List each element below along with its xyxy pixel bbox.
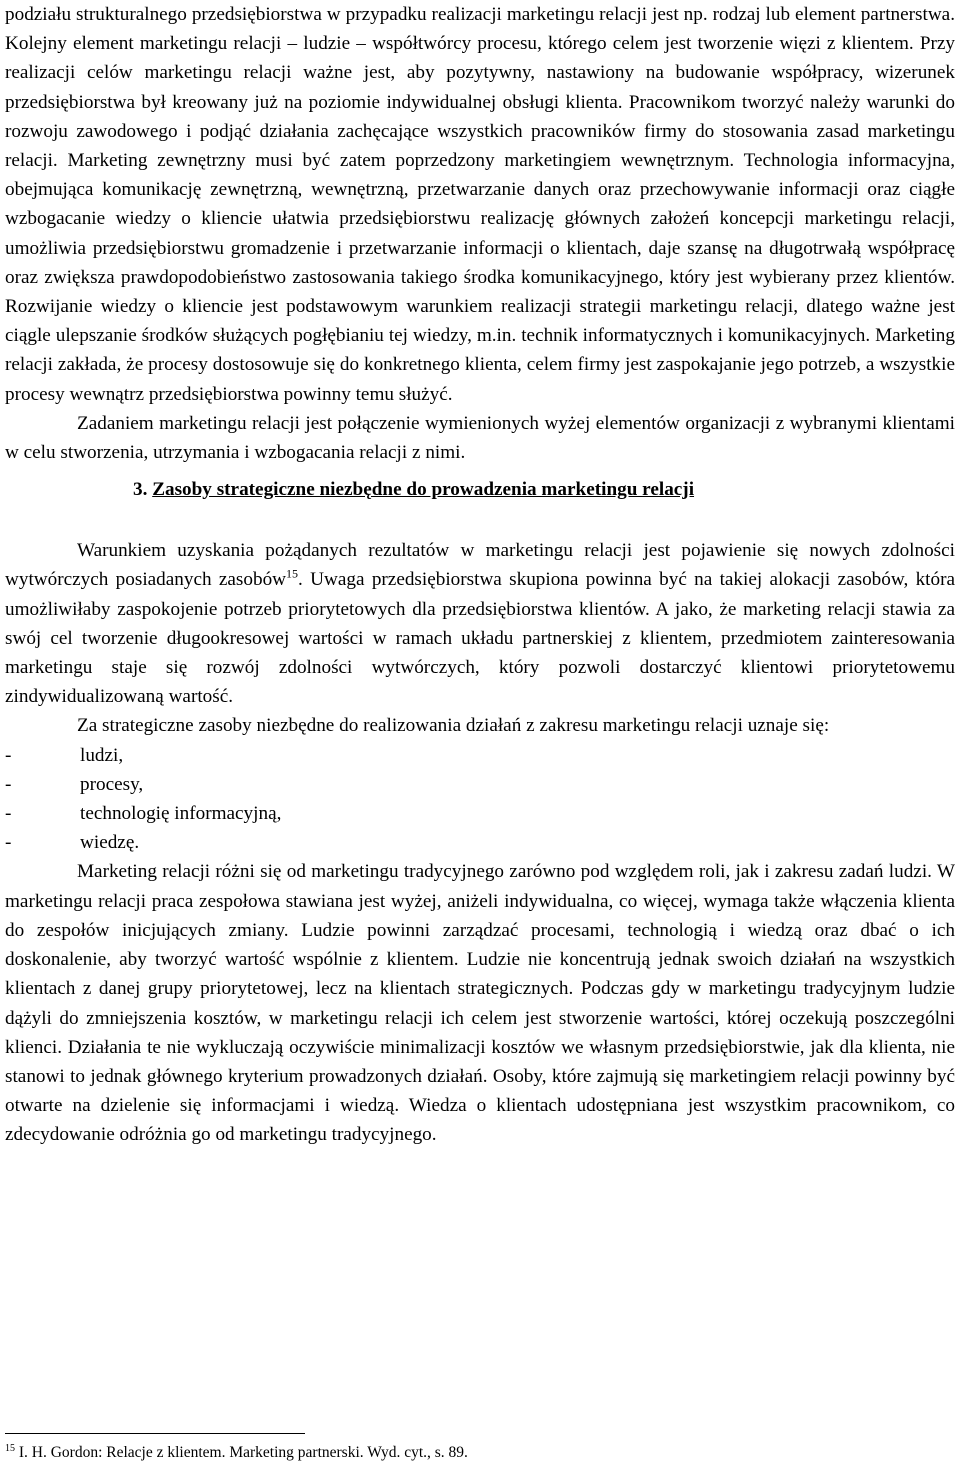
- resources-paragraph: [5, 536, 955, 711]
- intro-paragraph: podziału strukturalnego przedsiębiorstwa w przypadku realizacji marketingu relacji jest np. rodzaj lub element partnerstwa. Kolejny element marketingu relacji – ludzie – współtwórcy procesu, którego celem jest tworzenie więzi z klientem. Przy realizacji celów marketingu relacji ważne jest, aby pozytywny, nastawiony na budowanie współpracy, wizerunek przedsiębiorstwa był kreowany już na poziomie indywidualnej obsługi klienta. Pracownikom tworzyć należy warunki do rozwoju zawodowego i podjąć działania zachęcające wszystkich pracowników firmy do stosowania zasad marketingu relacji. Marketing zewnętrzny musi być zatem poprzedzony marketingiem wewnętrznym. Technologia informacyjna, obejmująca komunikację zewnętrzną, wewnętrzną, przetwarzanie danych oraz przechowywanie informacji oraz ciągłe wzbogacanie wiedzy o kliencie ułatwia przedsiębiorstwu realizację głównych założeń koncepcji marketingu relacji, umożliwia przedsiębiorstwu gromadzenie i przetwarzanie informacji o klientach, daje szansę na długotrwałą współpracę oraz zwiększa prawdopodobieństwo zastosowania takiego środka komunikacyjnego, który jest wybierany przez klientów. Rozwijanie wiedzy o kliencie jest podstawowym warunkiem realizacji strategii marketingu relacji, dlatego ważne jest ciągle ulepszanie środków służących pogłębianiu tej wiedzy, m.in. technik informatycznych i komunikacyjnych. Marketing relacji zakłada, że procesy dostosowuje się do konkretnego klienta, celem firmy jest zaspokajanie jego potrzeb, a wszystkie procesy wewnątrz przedsiębiorstwa powinny temu służyć.: [5, 4, 955, 405]
- resources-text-before: Warunkiem uzyskania pożądanych rezultatów w marketingu relacji jest pojawienie się nowych zdolności wytwórczych posiadanych zasobów: [5, 540, 955, 591]
- section-title: Zasoby strategiczne niezbędne do prowadzenia marketingu relacji: [152, 479, 695, 501]
- footnote-text: I. H. Gordon: Relacje z klientem. Marketing partnerski. Wyd. cyt., s. 89.: [18, 1444, 468, 1461]
- closing-paragraph: Marketing relacji różni się od marketingu tradycyjnego zarówno pod względem roli, jak i zakresu zadań ludzi. W marketingu relacji praca zespołowa stawiana jest wyżej, aniżeli indywidualna, co więcej, wymaga także włączenia klienta do zespołów inicjujących zmiany. Ludzie powinni zarządzać procesami, technologią i wiedzą oraz dbać o ich doskonalenie, aby tworzyć wartość wspólnie z klientem. Ludzie nie koncentrują jednak swoich działań na wszystkich klientach z danej grupy priorytetowej, lecz na klientach strategicznych. Podczas gdy w marketingu tradycyjnym ludzie dążyli do zmniejszenia kosztów, w marketingu relacji ich celem jest stworzenie wartości, której oczekują poszczególni klienci. Działania te nie wykluczają oczywiście minimalizacji kosztów we własnym przedsiębiorstwie, jak dla klienta, nie stanowi to jednak głównego kryterium prowadzonych działań. Osoby, które zajmują się marketingiem relacji powinny być otwarte na dzielenie się informacjami i wiedzą. Wiedza o klientach udostępniana jest wszystkim pracownikom, co zdecydowanie odróżnia go od marketingu tradycyjnego.: [5, 861, 955, 1146]
- list-item-text: technologię informacyjną,: [80, 803, 282, 825]
- footnote-number: 15: [5, 1442, 15, 1454]
- footnote-marker[interactable]: 15: [286, 567, 299, 582]
- list-item: [5, 799, 955, 828]
- list-intro: Za strategiczne zasoby niezbędne do realizowania działań z zakresu marketingu relacji uznaje się:: [77, 715, 830, 737]
- list-item-text: wiedzę.: [80, 832, 140, 854]
- list-item: [5, 741, 955, 770]
- footnote: [5, 1443, 468, 1463]
- resources-list: [5, 741, 955, 858]
- heading-spacer: [5, 505, 955, 536]
- section-heading: [5, 475, 955, 505]
- list-item-text: procesy,: [80, 773, 144, 795]
- list-dash: -: [5, 803, 12, 825]
- resources-text-after: . Uwaga przedsiębiorstwa skupiona powinna być na takiej alokacji zasobów, która umożliwiłaby zaspokojenie potrzeb priorytetowych dla przedsiębiorstwa klientów. A jako, że marketing relacji stawia za swój cel tworzenie długookresowej wartości w ramach układu partnerskiej z klientem, przedmiotem zainteresowania marketingu staje się rozwój zdolności wytwórczych, który pozwoli dostarczyć klientowi priorytetowemu zindywidualizowaną wartość.: [5, 569, 955, 708]
- list-dash: -: [5, 744, 12, 766]
- list-item: [5, 770, 955, 799]
- task-paragraph: Zadaniem marketingu relacji jest połączenie wymienionych wyżej elementów organizacji z wybranymi klientami w celu stworzenia, utrzymania i wzbogacania relacji z nimi.: [5, 412, 955, 464]
- list-item-text: ludzi,: [80, 744, 124, 766]
- list-dash: -: [5, 832, 12, 854]
- list-dash: -: [5, 773, 12, 795]
- footnote-divider: [5, 1433, 305, 1434]
- section-number: 3.: [133, 479, 148, 501]
- list-item: [5, 828, 955, 857]
